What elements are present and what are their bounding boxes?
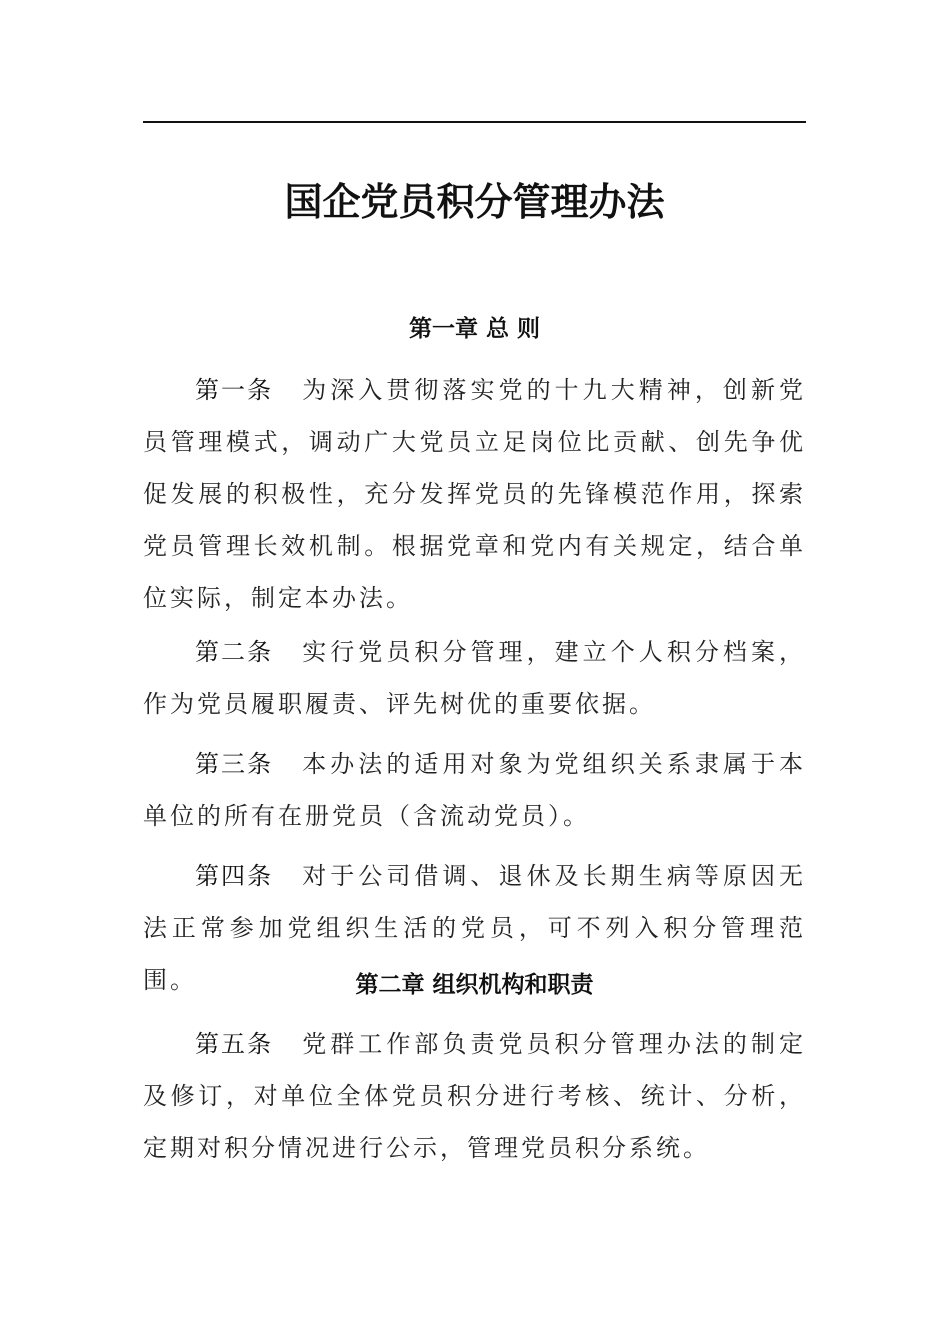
- article-text-5: 党群工作部负责党员积分管理办法的制定及修订，对单位全体党员积分进行考核、统计、分析，定期对积分情况进行公示，管理党员积分系统。: [143, 1030, 807, 1162]
- document-title: 国企党员积分管理办法: [284, 179, 665, 224]
- article-text-2: 实行党员积分管理，建立个人积分档案，作为党员履职履责、评先树优的重要依据。: [143, 638, 807, 718]
- chapter-heading-2: 第二章 组织机构和职责: [355, 972, 594, 998]
- article-text-1: 为深入贯彻落实党的十九大精神，创新党员管理模式，调动广大党员立足岗位比贡献、创先争优促发展的积极性，充分发挥党员的先锋模范作用，探索党员管理长效机制。根据党章和党内有关规定，结合单位实际，制定本办法。: [143, 376, 807, 612]
- article-5: [143, 1018, 806, 1174]
- article-label-4: 第四条: [195, 862, 274, 890]
- article-label-5: 第五条: [195, 1030, 274, 1058]
- article-text-3: 本办法的适用对象为党组织关系隶属于本单位的所有在册党员（含流动党员）。: [143, 750, 807, 830]
- article-text-4: 对于公司借调、退休及长期生病等原因无法正常参加党组织生活的党员，可不列入积分管理范围。: [143, 862, 807, 994]
- article-2: [143, 626, 806, 730]
- article-label-1: 第一条: [195, 376, 274, 404]
- article-label-3: 第三条: [195, 750, 274, 778]
- article-label-2: 第二条: [195, 638, 274, 666]
- article-1: [143, 364, 806, 624]
- header-rule: [143, 121, 806, 123]
- chapter-heading-1: 第一章 总 则: [408, 316, 540, 342]
- article-3: [143, 738, 806, 842]
